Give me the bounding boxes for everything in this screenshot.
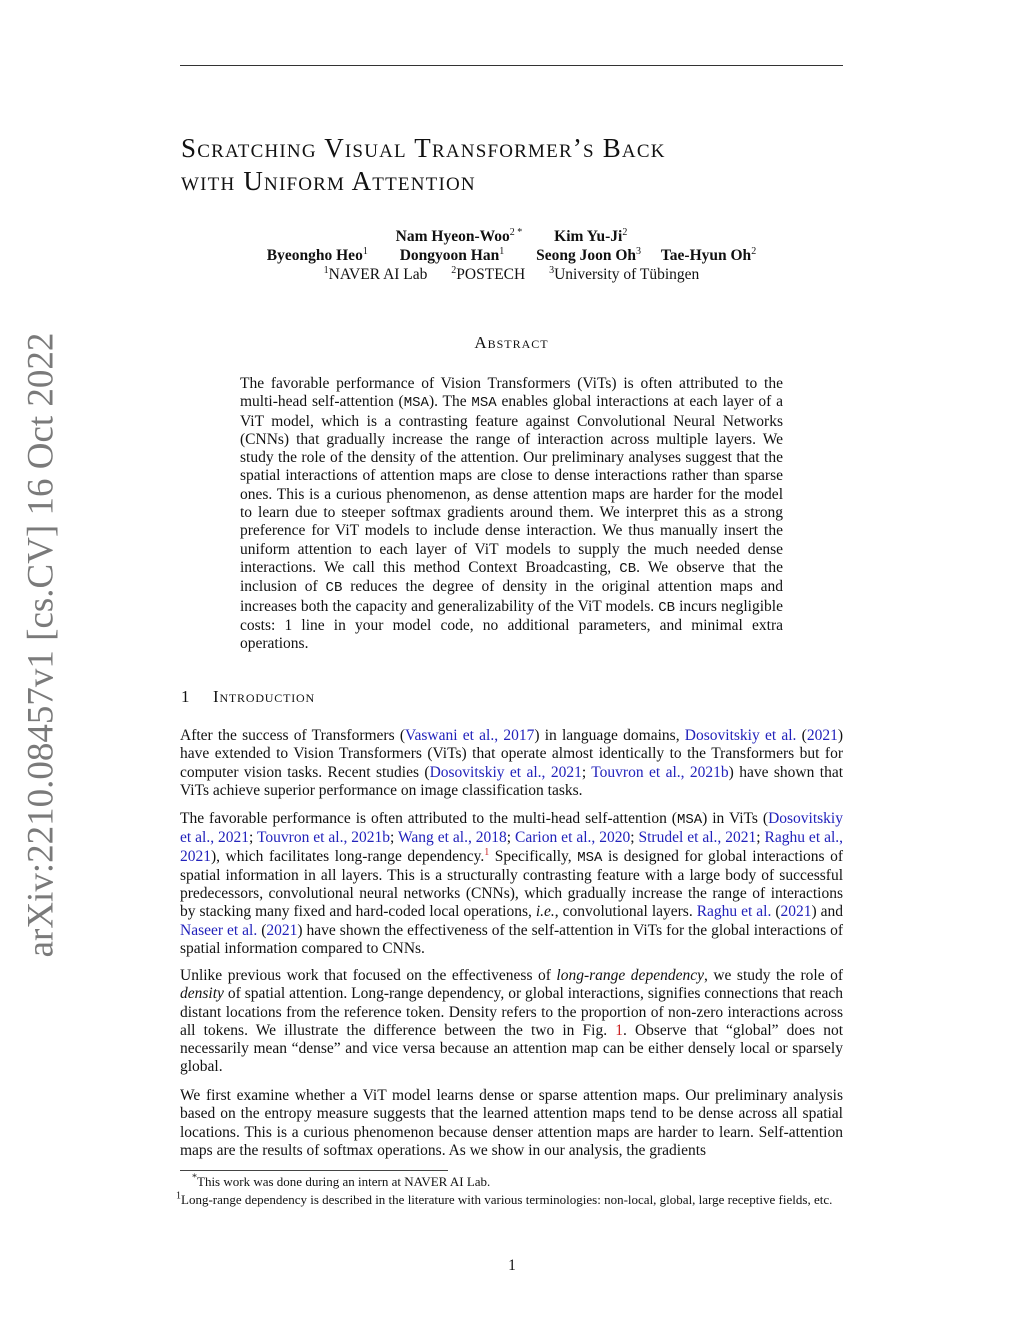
text-run: enables global interactions at each layer of a ViT model, which is a contrasting feature against Convolutional Neural Networks (CNNs) that gradually increase the range of interaction across multiple layers. We study the role of the density of the attention. Our preliminary analyses suggest that the spatial interactions of attention maps are close to dense interactions rather than sparse ones. This is a curious phenomenon, as dense attention maps are harder for the model to learn due to steeper softmax gradients around them. We interpret this as a strong preference for ViT models to include dense interaction. We thus manually insert the uniform attention to each layer of ViT models to supply the much needed dense interactions. We call this method Context Broadcasting,: [240, 393, 784, 576]
paragraph: [180, 1087, 843, 1160]
footnote-mark: *: [192, 1172, 197, 1184]
text-run: ;: [249, 829, 258, 847]
author-name: Kim Yu-Ji: [554, 228, 623, 245]
section-title: Introduction: [213, 687, 315, 706]
text-run: We first examine whether a ViT model learns dense or sparse attention maps. Our preliminary analysis based on the entropy measure suggests that the learned attention maps tend to be dense across all spatial locations. This is a curious phenomenon because denser attention maps are harder to learn. Self-attention maps are the results of softmax operations. As we show in our analysis, the gradients: [180, 1087, 843, 1159]
footnote: [176, 1190, 843, 1208]
citation-link[interactable]: 2021: [780, 903, 812, 921]
citation-link[interactable]: Strudel et al., 2021: [638, 829, 757, 847]
author-affiliation: 3: [636, 245, 641, 257]
author-affiliation: 2: [751, 245, 757, 257]
affiliation: POSTECH: [456, 266, 526, 283]
citation-link[interactable]: Vaswani et al., 2017: [405, 727, 535, 744]
citation-link[interactable]: Wang et al., 2018: [398, 829, 507, 847]
text-run: Unlike previous work that focused on the effectiveness of: [180, 967, 557, 984]
page-number: 1: [508, 1257, 516, 1274]
footnote-mark: 1: [176, 1190, 181, 1202]
citation-link[interactable]: Raghu et al., 2021: [180, 829, 844, 865]
text-run: (: [796, 727, 807, 744]
author-affiliation: 1: [499, 245, 505, 257]
author-row-1: [180, 227, 843, 246]
text-run: ;: [506, 829, 516, 847]
code-text: MSA: [676, 812, 703, 828]
footnote: [180, 1174, 843, 1190]
text-run: incurs negligible costs: 1 line in your model code, no additional parameters, and minimal extra operations.: [240, 597, 783, 653]
title-line-2: with Uniform Attention: [181, 166, 476, 196]
author-affiliation: 2 *: [509, 226, 523, 238]
figure-ref-link[interactable]: 1: [615, 1021, 623, 1039]
author-row-2: [180, 246, 843, 265]
code-text: CB: [658, 599, 676, 616]
text-run: ) in ViTs (: [702, 810, 769, 827]
affiliation: NAVER AI Lab: [328, 266, 428, 283]
citation-link[interactable]: Dosovitskiy et al., 2021: [180, 810, 843, 847]
affiliation: University of Tübingen: [554, 266, 700, 283]
text-run: (: [771, 903, 781, 921]
text-run: The favorable performance is often attributed to the multi-head self-attention (: [180, 810, 677, 827]
paragraph: [180, 727, 843, 800]
affiliation-number: 2: [451, 264, 457, 276]
text-run: , we study the role of: [703, 967, 843, 984]
author-name: Byeongho Heo: [266, 247, 363, 264]
affiliations-row: [180, 265, 843, 284]
text-run: . Observe that “global” does not necessarily mean “dense” and vice versa because an attention map can be either densely local or sparsely global.: [180, 1021, 843, 1076]
text-run: Specifically,: [489, 847, 578, 865]
citation-link[interactable]: Naseer et al.: [180, 921, 258, 939]
footnote-rule: [180, 1170, 448, 1171]
author-name: Tae-Hyun Oh: [660, 247, 752, 264]
text-run: ;: [581, 763, 592, 781]
text-run: After the success of Transformers (: [180, 727, 405, 744]
paragraph: [180, 810, 843, 958]
author-name: Seong Joon Oh: [536, 247, 636, 264]
text-run: , convolutional layers.: [554, 903, 697, 921]
text-run: ) have shown the effectiveness of the self-attention in ViTs for the global interactions of spatial information compared to CNNs.: [180, 921, 843, 958]
citation-link[interactable]: Dosovitskiy et al., 2021: [429, 763, 582, 781]
footnote-text: This work was done during an intern at NAVER AI Lab.: [197, 1174, 491, 1189]
top-rule: [180, 65, 843, 66]
citation-link[interactable]: 2021: [266, 921, 298, 939]
text-run: ;: [630, 829, 639, 847]
citation-link[interactable]: 2021: [806, 727, 838, 744]
text-run: ) and: [811, 903, 843, 921]
text-run: . We observe that the inclusion of: [240, 558, 783, 596]
text-run: (: [257, 921, 267, 939]
citation-link[interactable]: Touvron et al., 2021b: [257, 829, 391, 847]
arxiv-stamp: arXiv:2210.08457v1 [cs.CV] 16 Oct 2022: [20, 332, 62, 958]
text-run: The favorable performance of Vision Transformers (ViTs) is often attributed to the multi-head self-attention (: [240, 375, 783, 411]
code-text: MSA: [577, 849, 603, 866]
emphasis-text: density: [180, 985, 224, 1003]
footnote-ref-link[interactable]: 1: [484, 846, 490, 858]
author-block: [180, 227, 843, 284]
author-name: Dongyoon Han: [399, 247, 500, 264]
emphasis-text: long-range dependency: [556, 967, 704, 984]
section-heading: [181, 687, 315, 707]
citation-link[interactable]: Touvron et al., 2021b: [591, 763, 729, 781]
text-run: ), which facilitates long-range dependency.: [211, 847, 485, 865]
affiliation-number: 3: [549, 264, 555, 276]
text-run: ). The: [428, 393, 472, 411]
text-run: ) have shown that ViTs achieve superior performance on image classification tasks.: [180, 763, 844, 799]
text-run: ;: [756, 829, 765, 847]
code-text: CB: [325, 580, 343, 597]
text-run: ) have extended to Vision Transformers (ViTs) that operate almost identically to the Transformers but for computer vision tasks. Recent studies (: [180, 727, 843, 781]
text-run: ) in language domains,: [534, 727, 685, 744]
code-text: MSA: [471, 395, 497, 412]
abstract-body: [240, 375, 783, 653]
code-text: CB: [619, 560, 637, 577]
affiliation-number: 1: [323, 264, 329, 276]
abstract-heading: Abstract: [474, 333, 549, 352]
author-affiliation: 1: [362, 245, 368, 257]
text-run: is designed for global interactions of spatial information in all layers. This is a structurally contrasting feature with a large body of successful predecessors, convolutional neural networks (CNNs), which gradually increase the range of interactions by stacking many fixed and hard-coded local operations,: [180, 847, 843, 921]
author-name: Nam Hyeon-Woo: [395, 228, 510, 245]
citation-link[interactable]: Raghu et al.: [696, 903, 772, 921]
paper-title: [181, 132, 666, 198]
author-affiliation: 2: [622, 226, 628, 238]
footnote-text: Long-range dependency is described in the literature with various terminologies: non-local, global, large receptive fields, etc.: [181, 1192, 833, 1207]
title-line-1: Scratching Visual Transformer’s Back: [181, 133, 666, 163]
paragraph: [180, 967, 843, 1077]
code-text: MSA: [403, 395, 429, 412]
text-run: of spatial attention. Long-range dependency, or global interactions, signifies connections that reach distant locations from the reference token. Density refers to the proportion of non-zero interactions across all tokens. We illustrate the difference between the two in Fig.: [180, 985, 843, 1039]
text-run: ;: [390, 829, 399, 847]
section-number: 1: [181, 687, 191, 706]
text-run: reduces the degree of density in the original attention maps and increases both the capacity and generalizability of the ViT models.: [240, 578, 783, 615]
citation-link[interactable]: Dosovitskiy et al.: [684, 727, 797, 744]
citation-link[interactable]: Carion et al., 2020: [515, 829, 631, 847]
emphasis-text: i.e.: [535, 903, 555, 921]
